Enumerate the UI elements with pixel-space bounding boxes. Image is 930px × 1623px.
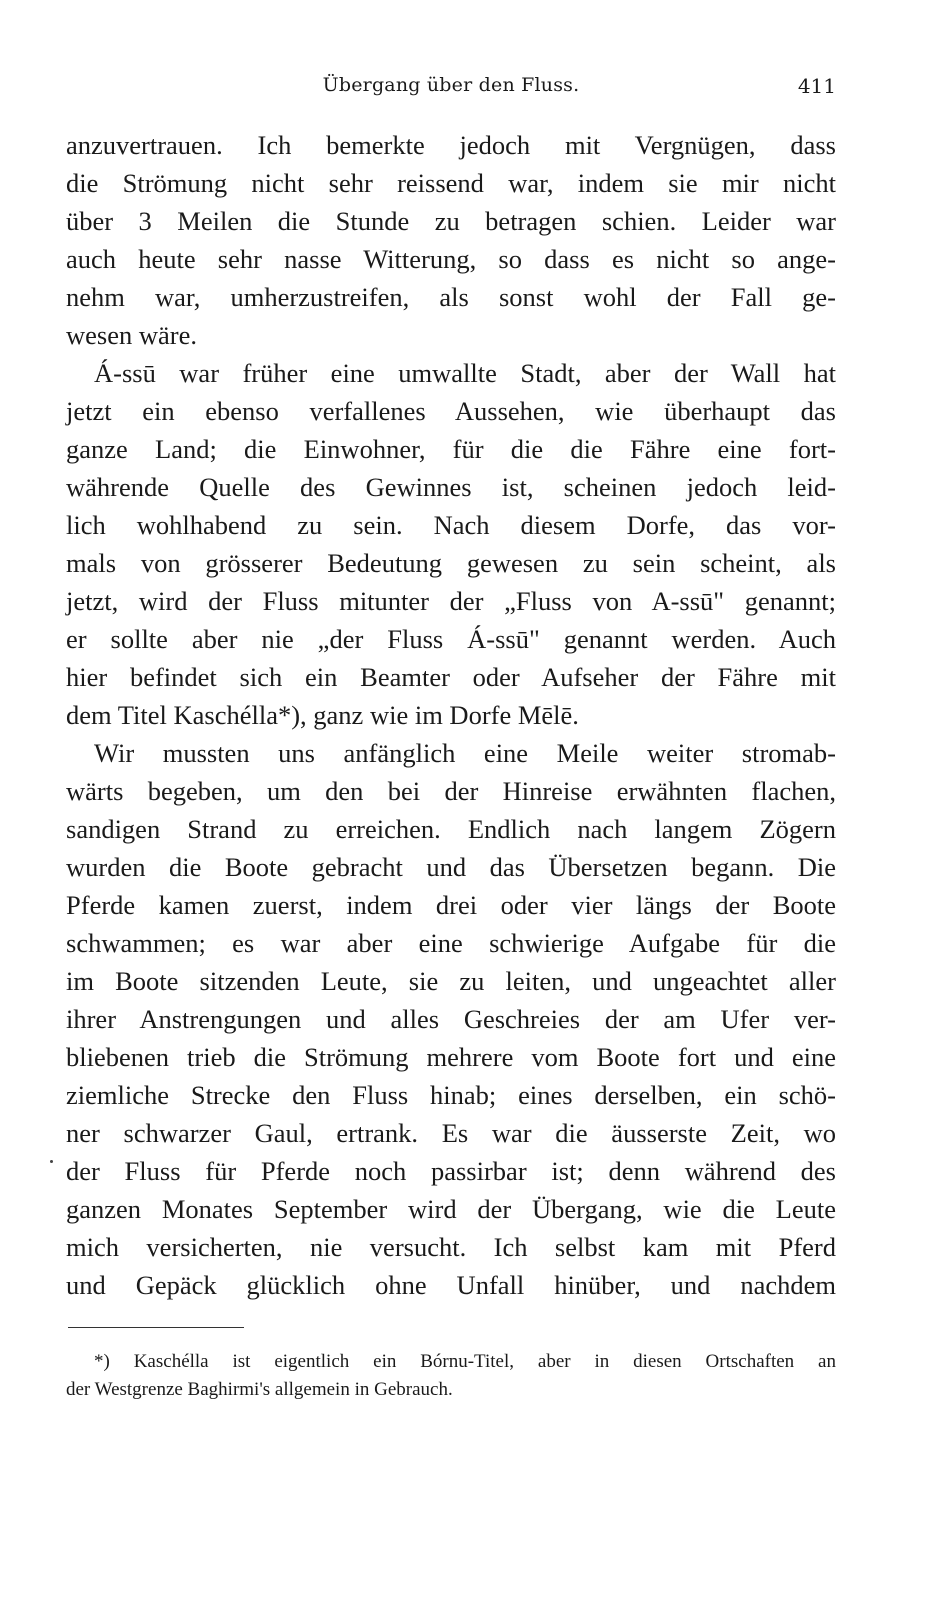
text-line: die Strömung nicht sehr reissend war, indem sie mir nicht — [66, 168, 836, 198]
paragraph-1 — [66, 126, 836, 354]
text-line: sandigen Strand zu erreichen. Endlich nach langem Zögern — [66, 814, 836, 844]
page-number: 411 — [797, 74, 836, 98]
text-line: anzuvertrauen. Ich bemerkte jedoch mit Vergnügen, dass — [66, 130, 836, 160]
text-line: währende Quelle des Gewinnes ist, scheinen jedoch leid- — [66, 472, 836, 502]
footnote-divider — [68, 1327, 244, 1328]
text-line: dem Titel Kaschélla*), ganz wie im Dorfe Mēlē. — [66, 700, 579, 730]
text-line: nehm war, umherzustreifen, als sonst wohl der Fall ge- — [66, 282, 836, 312]
text-line: er sollte aber nie „der Fluss Á-ssū" genannt werden. Auch — [66, 624, 836, 654]
text-line: wurden die Boote gebracht und das Übersetzen begann. Die — [66, 852, 836, 882]
text-line: jetzt ein ebenso verfallenes Aussehen, wie überhaupt das — [66, 396, 836, 426]
text-line: und Gepäck glücklich ohne Unfall hinüber, und nachdem — [66, 1270, 836, 1300]
footnote-line: der Westgrenze Baghirmi's allgemein in Gebrauch. — [66, 1379, 453, 1400]
margin-dot — [50, 1160, 53, 1163]
text-line: der Fluss für Pferde noch passirbar ist; denn während des — [66, 1156, 836, 1186]
text-line: ganzen Monates September wird der Übergang, wie die Leute — [66, 1194, 836, 1224]
footnote — [66, 1348, 836, 1404]
text-line: hier befindet sich ein Beamter oder Aufseher der Fähre mit — [66, 662, 836, 692]
text-line: ihrer Anstrengungen und alles Geschreies der am Ufer ver- — [66, 1004, 836, 1034]
text-line: lich wohlhabend zu sein. Nach diesem Dorfe, das vor- — [66, 510, 836, 540]
text-line: mals von grösserer Bedeutung gewesen zu sein scheint, als — [66, 548, 836, 578]
paragraph-2 — [66, 354, 836, 734]
text-line: Á-ssū war früher eine umwallte Stadt, aber der Wall hat — [94, 358, 836, 388]
text-line: jetzt, wird der Fluss mitunter der „Fluss von A-ssū" genannt; — [66, 586, 836, 616]
text-line: wärts begeben, um den bei der Hinreise erwähnten flachen, — [66, 776, 836, 806]
text-line: Pferde kamen zuerst, indem drei oder vier längs der Boote — [66, 890, 836, 920]
footnote-line: *) Kaschélla ist eigentlich ein Bórnu-Titel, aber in diesen Ortschaften an — [94, 1351, 836, 1372]
running-header — [66, 74, 836, 104]
text-line: mich versicherten, nie versucht. Ich selbst kam mit Pferd — [66, 1232, 836, 1262]
text-line: ziemliche Strecke den Fluss hinab; eines derselben, ein schö- — [66, 1080, 836, 1110]
text-line: ner schwarzer Gaul, ertrank. Es war die äusserste Zeit, wo — [66, 1118, 836, 1148]
paragraph-3 — [66, 734, 836, 1304]
text-line: wesen wäre. — [66, 320, 197, 350]
text-line: im Boote sitzenden Leute, sie zu leiten, und ungeachtet aller — [66, 966, 836, 996]
text-line: ganze Land; die Einwohner, für die die Fähre eine fort- — [66, 434, 836, 464]
text-line: über 3 Meilen die Stunde zu betragen schien. Leider war — [66, 206, 836, 236]
text-line: Wir mussten uns anfänglich eine Meile weiter stromab- — [94, 738, 836, 768]
text-line: bliebenen trieb die Strömung mehrere vom Boote fort und eine — [66, 1042, 836, 1072]
body-text — [66, 126, 836, 1304]
text-line: schwammen; es war aber eine schwierige Aufgabe für die — [66, 928, 836, 958]
text-line: auch heute sehr nasse Witterung, so dass es nicht so ange- — [66, 244, 836, 274]
running-title: Übergang über den Fluss. — [322, 74, 580, 96]
